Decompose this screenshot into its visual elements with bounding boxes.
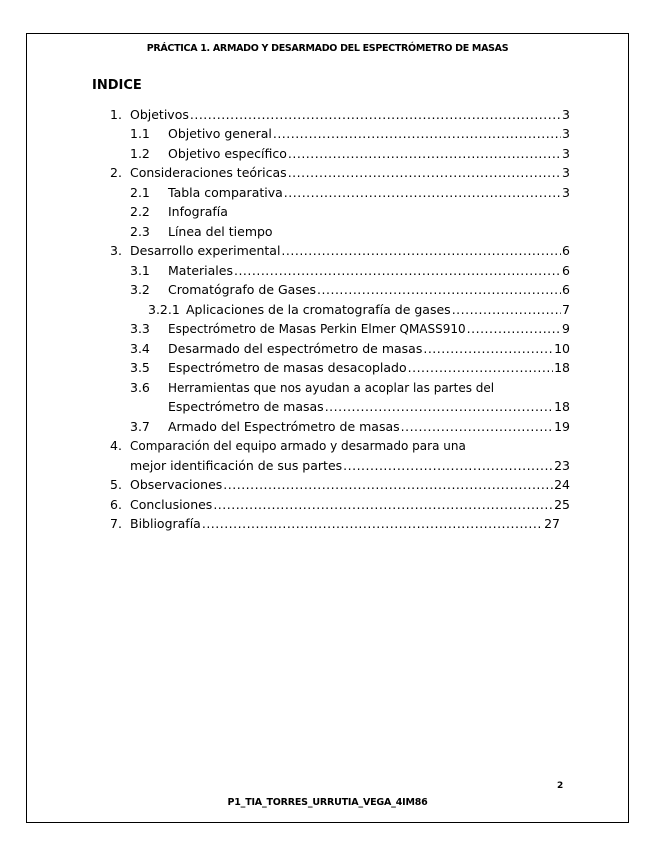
toc-entry-number: 3.5 [130, 360, 150, 375]
toc-entry-number: 2.2 [130, 204, 150, 219]
toc-entry-desarmado [130, 341, 570, 357]
toc-entry-herramientas [130, 380, 570, 396]
toc-entry-label: Objetivo general [168, 126, 272, 141]
toc-leader-dots [401, 419, 553, 435]
toc-entry-number: 3.7 [130, 419, 150, 434]
toc-entry-label: Comparación del equipo armado y desarmado para una [130, 439, 466, 453]
toc-entry-bibliografia [110, 516, 560, 532]
toc-leader-dots [213, 497, 553, 513]
toc-entry-label: Desarrollo experimental [130, 243, 281, 258]
toc-entry-label: Bibliografía [130, 516, 201, 531]
toc-entry-label: Infografía [168, 204, 228, 219]
toc-entry-page: 9 [562, 321, 570, 336]
toc-entry-page: 27 [544, 516, 560, 531]
toc-leader-dots [325, 399, 553, 415]
toc-entry-page: 18 [554, 360, 570, 375]
toc-entry-number: 1. [110, 107, 122, 122]
toc-leader-dots [190, 107, 561, 123]
toc-entry-number: 3.2.1 [148, 302, 180, 317]
toc-entry-number: 3.2 [130, 282, 150, 297]
toc-entry-page: 6 [562, 243, 570, 258]
toc-entry-number: 3.1 [130, 263, 150, 278]
toc-entry-page: 19 [554, 419, 570, 434]
toc-leader-dots [273, 126, 561, 142]
toc-entry-number: 3.4 [130, 341, 150, 356]
toc-entry-page: 7 [562, 302, 570, 317]
toc-leader-dots [284, 185, 561, 201]
toc-entry-label: Armado del Espectrómetro de masas [168, 419, 400, 434]
toc-leader-dots [288, 146, 561, 162]
toc-entry-label: Materiales [168, 263, 233, 278]
toc-entry-page: 3 [562, 185, 570, 200]
toc-entry-page: 3 [562, 165, 570, 180]
toc-entry-label: Herramientas que nos ayudan a acoplar las partes del [168, 381, 495, 395]
toc-entry-page: 23 [554, 458, 570, 473]
toc-entry-page: 24 [554, 477, 570, 492]
toc-entry-page: 25 [554, 497, 570, 512]
toc-entry-number: 7. [110, 516, 122, 531]
toc-leader-dots [467, 321, 561, 337]
toc-entry-label: Línea del tiempo [168, 224, 273, 239]
toc-entry-consideraciones [110, 165, 570, 181]
toc-entry-linea-del-tiempo [130, 224, 273, 240]
toc-entry-label: Espectrómetro de Masas Perkin Elmer QMASS910 [168, 322, 466, 336]
toc-entry-tabla-comparativa [130, 185, 570, 201]
toc-leader-dots [317, 282, 561, 298]
toc-leader-dots [408, 360, 553, 376]
toc-entry-number: 3.3 [130, 321, 150, 336]
document-title: PRÁCTICA 1. ARMADO Y DESARMADO DEL ESPECTRÓMETRO DE MASAS [146, 43, 509, 54]
toc-entry-label: Conclusiones [130, 497, 213, 512]
toc-entry-label: Objetivos [130, 107, 189, 122]
toc-entry-label: Observaciones [130, 477, 223, 492]
toc-entry-conclusiones [110, 497, 570, 513]
toc-entry-number: 6. [110, 497, 122, 512]
toc-entry-page: 3 [562, 107, 570, 122]
toc-entry-page: 6 [562, 263, 570, 278]
toc-entry-label: Espectrómetro de masas desacoplado [168, 360, 407, 375]
toc-entry-armado [130, 419, 570, 435]
toc-entry-label: Aplicaciones de la cromatografía de gases [186, 302, 451, 317]
toc-entry-page: 18 [554, 399, 570, 414]
toc-leader-dots [343, 458, 553, 474]
toc-entry-observaciones [110, 477, 570, 493]
toc-leader-dots [234, 263, 561, 279]
toc-entry-desacoplado [130, 360, 570, 376]
toc-entry-number: 4. [110, 438, 122, 453]
footer-filename: P1_TIA_TORRES_URRUTIA_VEGA_4IM86 [227, 797, 428, 808]
toc-entry-cromatografo [130, 282, 570, 298]
toc-entry-number: 2.3 [130, 224, 150, 239]
toc-entry-materiales [130, 263, 570, 279]
toc-entry-comparacion [110, 438, 570, 454]
toc-entry-number: 2. [110, 165, 122, 180]
toc-entry-objetivo-especifico [130, 146, 570, 162]
toc-entry-aplicaciones-cromatografia [148, 302, 570, 318]
toc-entry-infografia [130, 204, 228, 220]
toc-leader-dots [281, 243, 561, 259]
toc-entry-page: 3 [562, 126, 570, 141]
toc-entry-label: mejor identificación de sus partes [130, 458, 343, 473]
toc-entry-page: 3 [562, 146, 570, 161]
toc-entry-herramientas-continued [168, 399, 570, 415]
toc-entry-label: Espectrómetro de masas [168, 399, 324, 414]
toc-entry-number: 3.6 [130, 380, 150, 395]
toc-entry-number: 3. [110, 243, 122, 258]
toc-leader-dots [423, 341, 553, 357]
toc-entry-espectrometro-perkin [130, 321, 570, 337]
toc-entry-page: 10 [554, 341, 570, 356]
toc-entry-number: 5. [110, 477, 122, 492]
index-heading: INDICE [92, 78, 142, 93]
toc-entry-desarrollo-experimental [110, 243, 570, 259]
toc-entry-number: 2.1 [130, 185, 150, 200]
toc-entry-comparacion-continued [130, 458, 570, 474]
toc-leader-dots [223, 477, 553, 493]
toc-entry-label: Tabla comparativa [168, 185, 283, 200]
toc-entry-objetivo-general [130, 126, 570, 142]
toc-leader-dots [452, 302, 561, 318]
toc-entry-page: 6 [562, 282, 570, 297]
toc-entry-number: 1.2 [130, 146, 150, 161]
toc-entry-number: 1.1 [130, 126, 150, 141]
toc-entry-objetivos [110, 107, 570, 123]
toc-entry-label: Cromatógrafo de Gases [168, 282, 317, 297]
page-number: 2 [557, 781, 564, 791]
toc-entry-label: Desarmado del espectrómetro de masas [168, 341, 423, 356]
toc-entry-label: Objetivo específico [168, 146, 287, 161]
toc-leader-dots [202, 516, 543, 532]
toc-entry-label: Consideraciones teóricas [130, 165, 287, 180]
toc-leader-dots [288, 165, 561, 181]
